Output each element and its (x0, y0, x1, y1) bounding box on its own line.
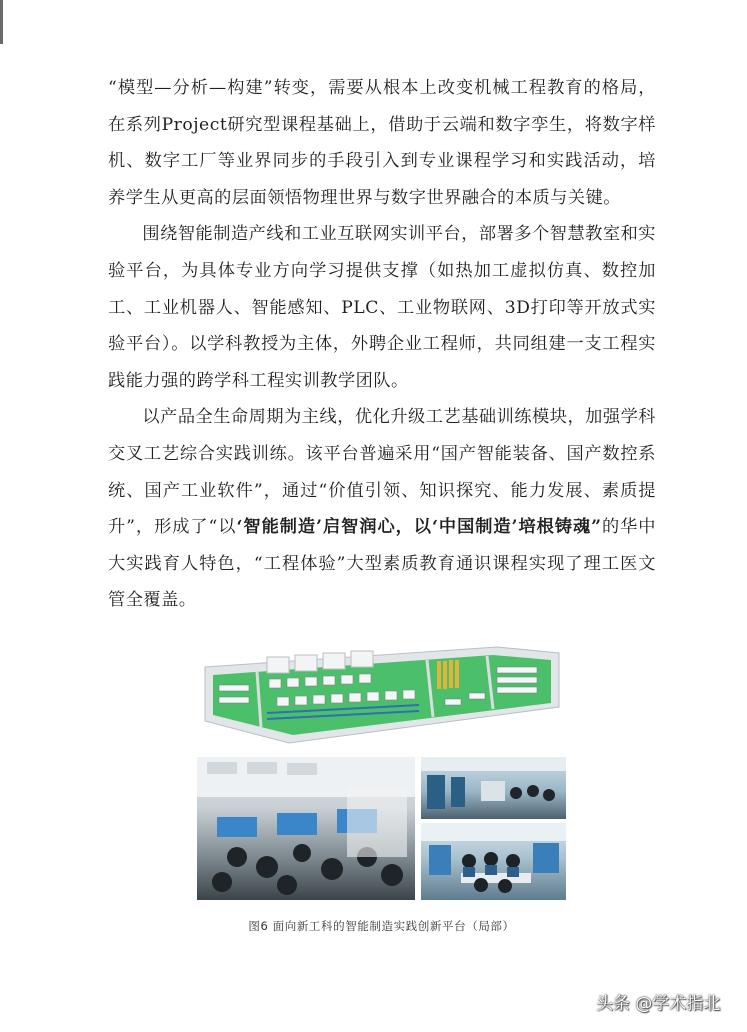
paragraph-2: 围绕智能制造产线和工业互联网实训平台，部署多个智慧教室和实验平台，为具体专业方向学习提供支撑（如热加工虚拟仿真、数控加工、工业机器人、智能感知、PLC、工业物联网、3D打印等开放式实验平台）。以学科教授为主体，外聘企业工程师，共同组建一支工程实践能力强的跨学科工程实训教学团队。 (108, 224, 656, 391)
page-edge-mark (0, 0, 3, 44)
factory-layout-rendering (197, 645, 566, 745)
paragraph-3 (108, 399, 656, 619)
paragraph-3-part-a: 以产品全生命周期为主线，优化升级工艺基础训练模块，加强学科交叉工艺综合实践训练。该平台普遍采用“国产智能装备、国产数控系统、国产工业软件”，通过“价值引领、知识探究、能力发展、素质提升”，形成了“以 (108, 407, 656, 538)
paragraph-1: “模型—分析—构建”转变，需要从根本上改变机械工程教育的格局，在系列Project研究型课程基础上，借助于云端和数字孪生，将数字样机、数字工厂等业界同步的手段引入到专业课程学习和实践活动，培养学生从更高的层面领悟物理世界与数字世界融合的本质与关键。 (108, 78, 656, 208)
body-text (108, 70, 656, 619)
discussion-photo (421, 823, 566, 900)
figure-caption: 图6 面向新工科的智能制造实践创新平台（局部） (248, 919, 515, 933)
photo-collage (197, 757, 566, 900)
watermark: 头条 @学术指北 (596, 994, 721, 1014)
figure-6 (197, 645, 566, 933)
training-hall-photo (197, 757, 415, 900)
paragraph-3-bold: ‘智能制造’启智润心，以‘中国制造’培根铸魂” (236, 517, 602, 538)
paragraph-3-part-c: 的华中大实践育人特色，“工程体验”大型素质教育通识课程实现了理工医文管全覆盖。 (108, 517, 656, 611)
lab-corridor-photo (421, 757, 566, 819)
right-photo-column (421, 757, 566, 900)
